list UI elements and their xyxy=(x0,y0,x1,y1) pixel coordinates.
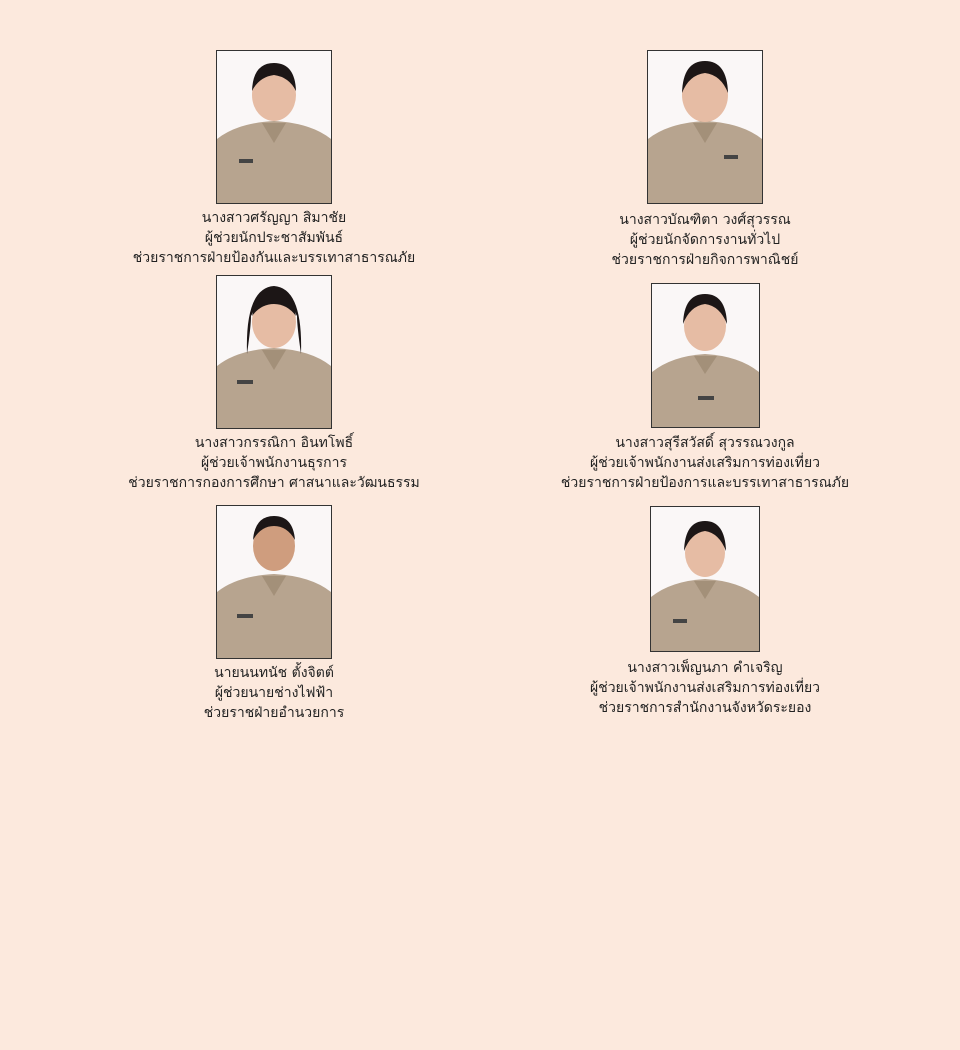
staff-department: ช่วยราชการฝ่ายป้องกันและบรรเทาสาธารณภัย xyxy=(132,250,416,266)
staff-card xyxy=(525,50,885,270)
staff-department: ช่วยราชการสำนักงานจังหวัดระยอง xyxy=(598,700,812,716)
staff-department: ช่วยราชการฝ่ายกิจการพาณิชย์ xyxy=(611,252,799,268)
staff-position: ผู้ช่วยเจ้าพนักงานส่งเสริมการท่องเที่ยว xyxy=(589,680,821,696)
staff-name: นายนนทนัช ตั้งจิตต์ xyxy=(214,665,334,681)
staff-card xyxy=(525,283,885,493)
staff-card xyxy=(525,506,885,718)
staff-photo xyxy=(216,505,332,659)
staff-position: ผู้ช่วยนายช่างไฟฟ้า xyxy=(214,685,334,701)
staff-photo xyxy=(216,50,332,204)
staff-department: ช่วยราชฝ่ายอำนวยการ xyxy=(203,705,345,721)
staff-card xyxy=(94,50,454,268)
staff-name: นางสาวบัณฑิตา วงศ์สุวรรณ xyxy=(619,212,791,228)
staff-department: ช่วยราชการกองการศึกษา ศาสนาและวัฒนธรรม xyxy=(128,475,420,491)
staff-card xyxy=(94,275,454,493)
staff-name: นางสาวกรรณิกา อินทโพธิ์ xyxy=(194,435,354,451)
staff-position: ผู้ช่วยเจ้าพนักงานส่งเสริมการท่องเที่ยว xyxy=(589,455,821,471)
staff-name: นางสาวศรัญญา สิมาชัย xyxy=(201,210,347,226)
staff-photo xyxy=(650,506,760,652)
staff-card xyxy=(94,505,454,723)
staff-position: ผู้ช่วยเจ้าพนักงานธุรการ xyxy=(200,455,348,471)
staff-photo xyxy=(216,275,332,429)
staff-name: นางสาวเพ็ญนภา คำเจริญ xyxy=(627,660,783,676)
staff-photo xyxy=(647,50,763,204)
staff-position: ผู้ช่วยนักประชาสัมพันธ์ xyxy=(204,230,344,246)
staff-department: ช่วยราชการฝ่ายป้องการและบรรเทาสาธารณภัย xyxy=(560,475,850,491)
staff-name: นางสาวสุรีสวัสดิ์ สุวรรณวงกูล xyxy=(615,435,795,451)
staff-photo xyxy=(651,283,760,428)
staff-position: ผู้ช่วยนักจัดการงานทั่วไป xyxy=(629,232,781,248)
